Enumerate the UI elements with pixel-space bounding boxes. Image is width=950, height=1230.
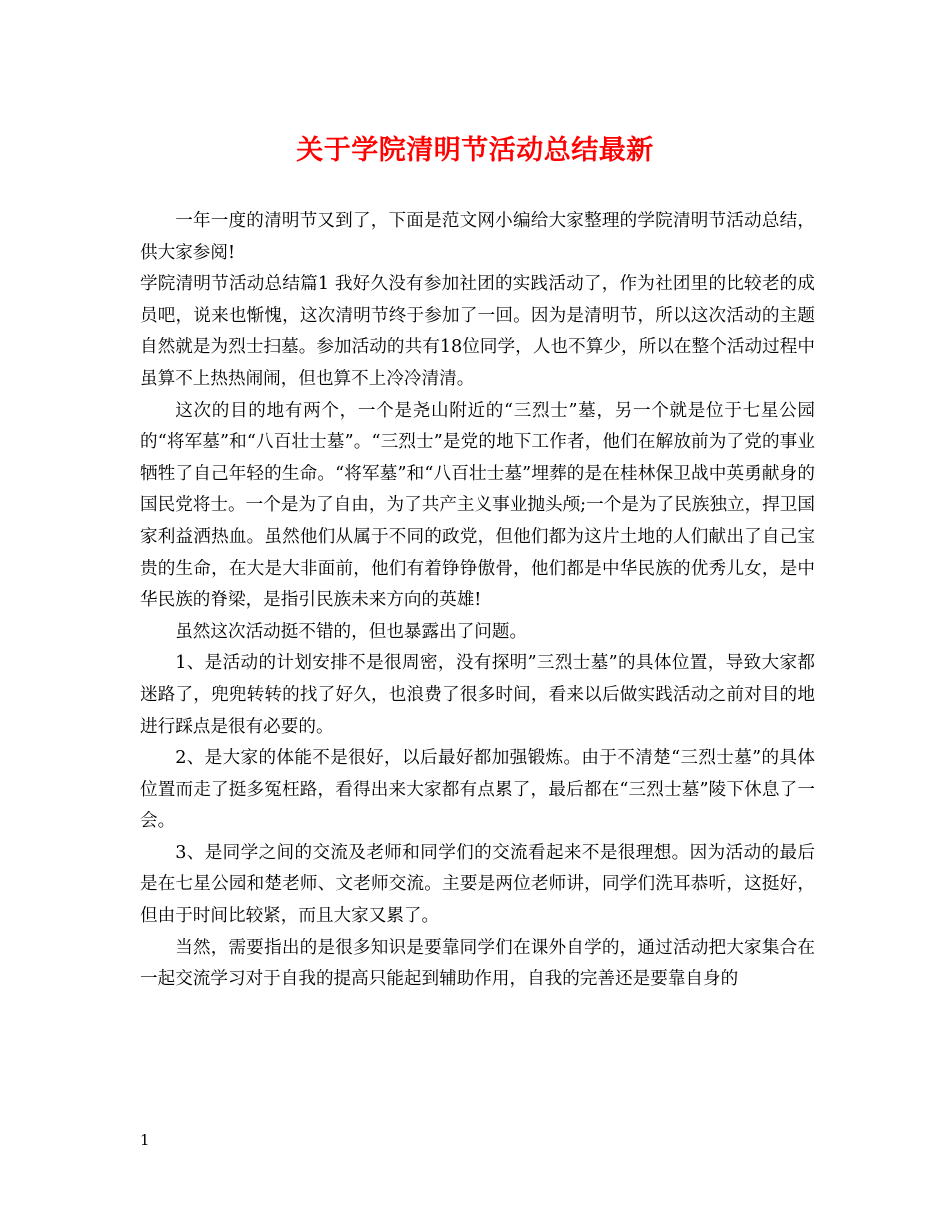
paragraph-problem-1: 1、是活动的计划安排不是很周密，没有探明”三烈士墓”的具体位置，导致大家都迷路了，兜兜转转的找了好久，也浪费了很多时间，看来以后做实践活动之前对目的地进行踩点是很有必要的。 [140, 653, 815, 737]
paragraph-destinations: 这次的目的地有两个，一个是尧山附近的“三烈士”墓，另一个就是位于七星公园的“将军墓”和“八百壮士墓”。“三烈士”是党的地下工作者，他们在解放前为了党的事业牺牲了自己年轻的生命。“将军墓”和“八百壮士墓”埋葬的是在桂林保卫战中英勇献身的国民党将士。一个是为了自由，为了共产主义事业抛头颅;一个是为了民族独立，捍卫国家利益洒热血。虽然他们从属于不同的政党，但他们都为这片土地的人们献出了自己宝贵的生命，在大是大非面前，他们有着铮铮傲骨，他们都是中华民族的优秀儿女，是中华民族的脊梁，是指引民族未来方向的英雄! [140, 400, 815, 611]
paragraph-problem-2: 2、是大家的体能不是很好，以后最好都加强锻炼。由于不清楚“三烈士墓”的具体位置而走了挺多冤枉路，看得出来大家都有点累了，最后都在“三烈士墓”陵下休息了一会。 [140, 748, 815, 832]
page-number: 1 [140, 1131, 150, 1149]
paragraph-conclusion: 当然，需要指出的是很多知识是要靠同学们在课外自学的，通过活动把大家集合在一起交流学习对于自我的提高只能起到辅助作用，自我的完善还是要靠自身的 [140, 937, 815, 990]
paragraph-problem-3: 3、是同学之间的交流及老师和同学们的交流看起来不是很理想。因为活动的最后是在七星公园和楚老师、文老师交流。主要是两位老师讲，同学们洗耳恭听，这挺好，但由于时间比较紧，而且大家又累了。 [140, 842, 815, 927]
paragraph-problems-intro: 虽然这次活动挺不错的，但也暴露出了问题。 [175, 621, 528, 642]
document-body [140, 206, 815, 996]
paragraph-intro: 一年一度的清明节又到了，下面是范文网小编给大家整理的学院清明节活动总结，供大家参阅! [140, 211, 815, 263]
document-title: 关于学院清明节活动总结最新 [296, 135, 654, 166]
paragraph-section-1: 学院清明节活动总结篇1 我好久没有参加社团的实践活动了，作为社团里的比较老的成员吧，说来也惭愧，这次清明节终于参加了一回。因为是清明节，所以这次活动的主题自然就是为烈士扫墓。参加活动的共有18位同学，人也不算少，所以在整个活动过程中虽算不上热热闹闹，但也算不上冷冷清清。 [140, 274, 815, 389]
